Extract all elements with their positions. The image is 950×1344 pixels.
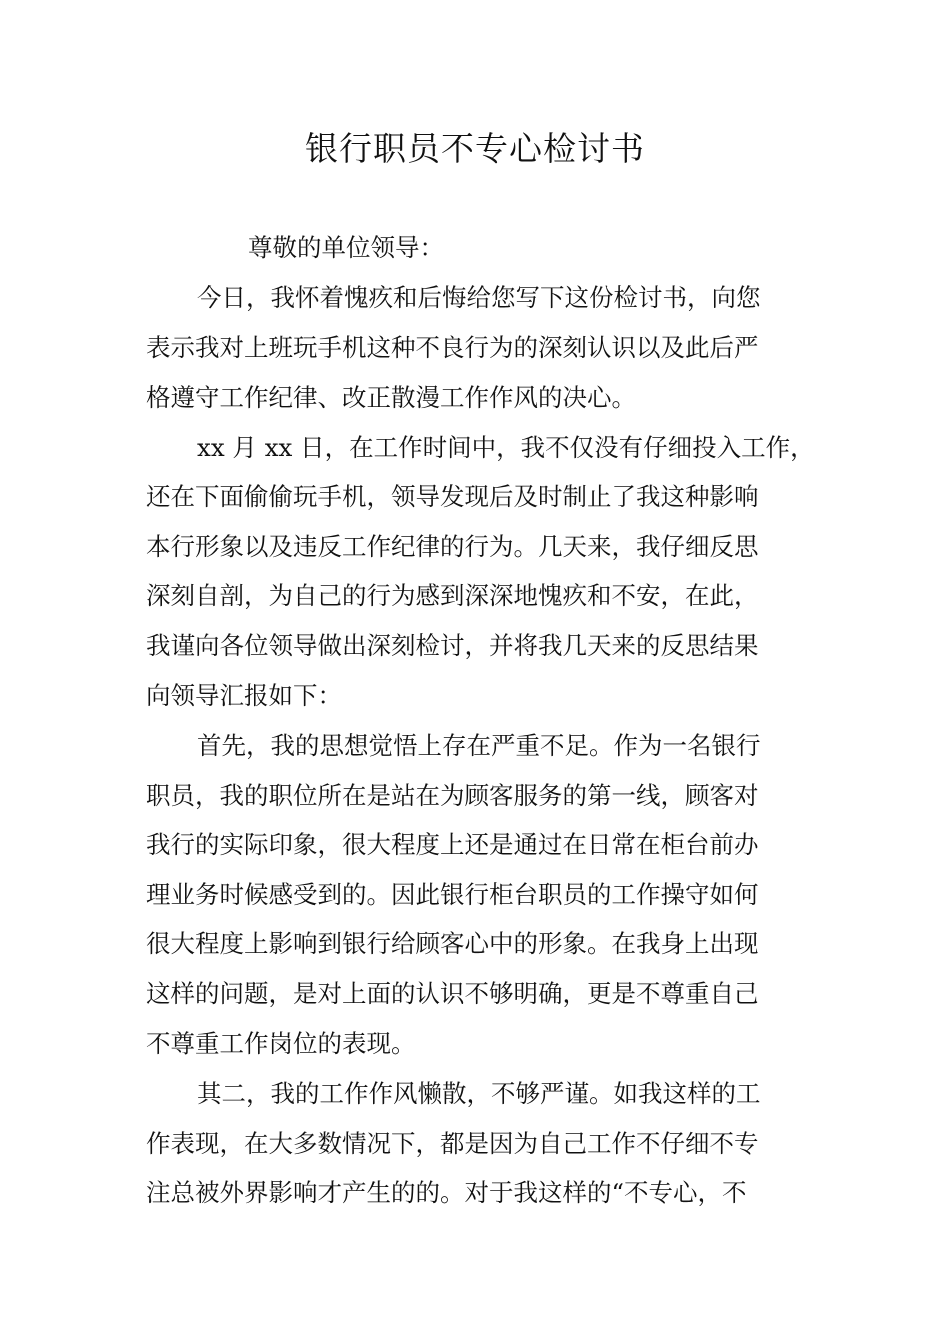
text-line: 向领导汇报如下：	[146, 681, 342, 710]
text-line: 很大程度上影响到银行给顾客心中的形象。在我身上出现	[146, 929, 759, 958]
salutation: 尊敬的单位领导：	[248, 233, 444, 262]
text-line: 表示我对上班玩手机这种不良行为的深刻认识以及此后严	[146, 333, 759, 362]
text-line: 还在下面偷偷玩手机，领导发现后及时制止了我这种影响	[146, 482, 759, 511]
text-line: 注总被外界影响才产生的的。对于我这样的“不专心，不	[146, 1178, 747, 1207]
text-line: 首先，我的思想觉悟上存在严重不足。作为一名银行	[197, 731, 761, 760]
text-line: 理业务时候感受到的。因此银行柜台职员的工作操守如何	[146, 880, 759, 909]
text-line: 作表现，在大多数情况下，都是因为自己工作不仔细不专	[146, 1129, 759, 1158]
text-line: 不尊重工作岗位的表现。	[146, 1029, 416, 1058]
text-line: 深刻自剖，为自己的行为感到深深地愧疚和不安，在此，	[146, 581, 759, 610]
text-line: 格遵守工作纪律、改正散漫工作作风的决心。	[146, 383, 636, 412]
text-line: 其二，我的工作作风懒散，不够严谨。如我这样的工	[197, 1079, 761, 1108]
text-line: 我行的实际印象，很大程度上还是通过在日常在柜台前办	[146, 830, 759, 859]
document-title: 银行职员不专心检讨书	[305, 129, 645, 168]
text-line: 我谨向各位领导做出深刻检讨，并将我几天来的反思结果	[146, 631, 759, 660]
text-line: xx 月 xx 日，在工作时间中，我不仅没有仔细投入工作，	[197, 433, 815, 462]
text-line: 本行形象以及违反工作纪律的行为。几天来，我仔细反思	[146, 532, 759, 561]
text-line: 今日，我怀着愧疚和后悔给您写下这份检讨书，向您	[197, 283, 761, 312]
text-line: 这样的问题，是对上面的认识不够明确，更是不尊重自己	[146, 979, 759, 1008]
text-line: 职员，我的职位所在是站在为顾客服务的第一线，顾客对	[146, 781, 759, 810]
